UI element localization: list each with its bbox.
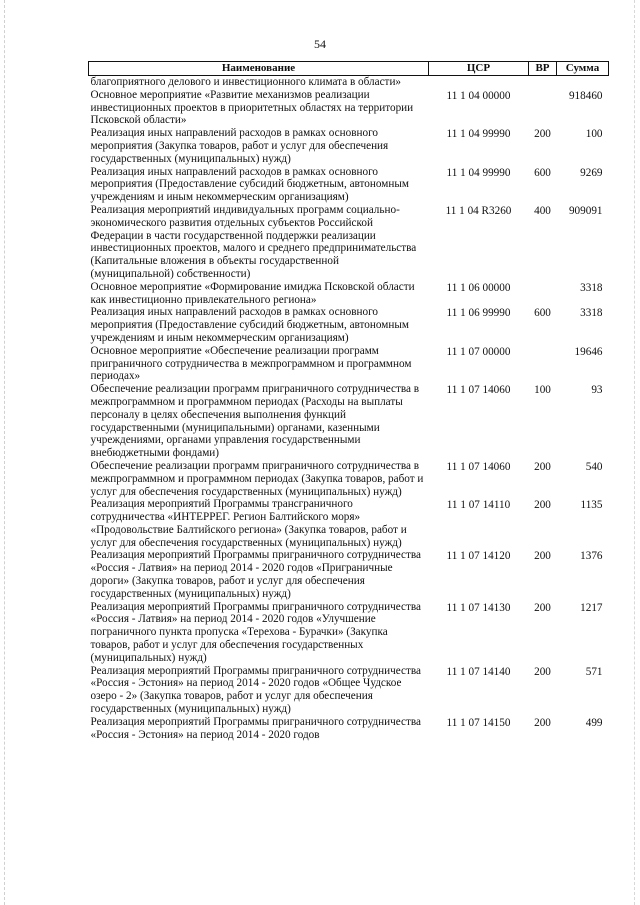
- budget-table: [88, 61, 609, 741]
- row-vr-cell: 200: [534, 601, 551, 614]
- row-code-cell: 11 1 04 R3260: [445, 204, 512, 217]
- row-sum-cell: 499: [585, 716, 603, 729]
- row-sum-cell: 1135: [580, 499, 603, 512]
- row-sum-cell: 918460: [568, 89, 603, 102]
- header-vr: ВР: [529, 62, 557, 76]
- row-name-cell: Реализация мероприятий индивидуальных программ социально-экономического развития отдельных субъектов Российской Федерации в части государственной поддержки реализации инвестиционных проектов, малого и среднего предпринимательства (Капитальные вложения в объекты государственной (муниципальной) собственности): [90, 203, 417, 280]
- row-vr-cell: 600: [534, 166, 551, 179]
- table-row: [89, 127, 609, 165]
- row-name-cell: Основное мероприятие «Развитие механизмов реализации инвестиционных проектов в приоритетных областях на территории Псковской области»: [90, 88, 414, 127]
- row-vr-cell: 200: [534, 499, 551, 512]
- row-vr-cell: 400: [534, 204, 551, 217]
- row-code-cell: 11 1 04 99990: [446, 128, 511, 141]
- row-name-cell: благоприятного делового и инвестиционного климата в области»: [90, 76, 402, 88]
- table-row: [89, 716, 609, 742]
- row-sum-cell: 909091: [568, 204, 603, 217]
- header-code: ЦСР: [429, 62, 529, 76]
- row-vr-cell: [529, 76, 557, 89]
- row-vr-cell: [529, 89, 557, 127]
- row-sum-cell: 1376: [580, 550, 603, 563]
- row-vr-cell: 600: [534, 307, 551, 320]
- row-name-cell: Реализация иных направлений расходов в рамках основного мероприятия (Предоставление субсидий бюджетным, автономным учреждениям и иным некоммерческим организациям): [90, 165, 409, 204]
- table-row: [89, 383, 609, 460]
- row-sum-cell: [557, 76, 609, 89]
- row-name-cell: Реализация мероприятий Программы приграничного сотрудничества «Россия - Латвия» на период 2014 - 2020 годов «Приграничные дороги» (Закупка товаров, работ и услуг для обеспечения государственных (муниципальных) нужд): [90, 549, 421, 600]
- row-vr-cell: [529, 281, 557, 307]
- row-name-cell: Основное мероприятие «Обеспечение реализации программ приграничного сотрудничества в межпрограммном и программном периодах»: [90, 344, 412, 383]
- row-code-cell: 11 1 07 14120: [446, 550, 511, 563]
- row-code-cell: 11 1 07 14130: [446, 601, 511, 614]
- row-sum-cell: 100: [585, 128, 603, 141]
- table-row: [89, 345, 609, 383]
- row-name-cell: Реализация иных направлений расходов в рамках основного мероприятия (Предоставление субсидий бюджетным, автономным учреждениям и иным некоммерческим организациям): [90, 306, 409, 344]
- table-row: [89, 204, 609, 281]
- row-vr-cell: 200: [534, 550, 551, 563]
- table-body: [89, 76, 609, 742]
- row-vr-cell: 200: [534, 665, 551, 678]
- row-name-cell: Реализация мероприятий Программы приграничного сотрудничества «Россия - Эстония» на период 2014 - 2020 годов: [90, 715, 421, 741]
- table-header-row: [89, 62, 609, 76]
- row-code-cell: 11 1 06 00000: [446, 281, 511, 294]
- row-code-cell: 11 1 07 14060: [446, 384, 511, 397]
- row-code-cell: 11 1 07 14110: [446, 499, 511, 512]
- table-row: [89, 549, 609, 600]
- row-vr-cell: 200: [534, 716, 551, 729]
- table-row: [89, 281, 609, 307]
- row-vr-cell: [529, 345, 557, 383]
- row-code-cell: 11 1 07 14140: [446, 665, 511, 678]
- row-vr-cell: 200: [534, 460, 551, 473]
- row-sum-cell: 1217: [580, 601, 603, 614]
- row-sum-cell: 3318: [580, 281, 603, 294]
- row-name-cell: Реализация иных направлений расходов в рамках основного мероприятия (Закупка товаров, работ и услуг для обеспечения государственных (муниципальных) нужд): [90, 127, 389, 165]
- row-name-cell: Обеспечение реализации программ приграничного сотрудничества в межпрограммном и программном периодах (Закупка товаров, работ и услуг для обеспечения государственных (муниципальных) нужд): [90, 459, 424, 498]
- row-name-cell: Реализация мероприятий Программы приграничного сотрудничества «Россия - Эстония» на период 2014 - 2020 годов «Общее Чудское озеро - 2» (Закупка товаров, работ и услуг для обеспечения государственных (муниципальных) нужд): [90, 664, 421, 716]
- row-name-cell: Реализация мероприятий Программы приграничного сотрудничества «Россия - Латвия» на период 2014 - 2020 годов «Улучшение пограничного пункта пропуска «Терехова - Бурачки» (Закупка товаров, работ и услуг для обеспечения государственных (муниципальных) нужд): [90, 600, 421, 664]
- header-sum: Сумма: [557, 62, 609, 76]
- row-code-cell: 11 1 07 14060: [446, 460, 511, 473]
- table-row: [89, 89, 609, 127]
- row-code-cell: [429, 76, 529, 89]
- table-row: [89, 460, 609, 498]
- row-sum-cell: 540: [585, 460, 603, 473]
- table-row: [89, 498, 609, 549]
- row-code-cell: 11 1 04 00000: [446, 89, 511, 102]
- row-sum-cell: 19646: [574, 345, 603, 358]
- row-sum-cell: 3318: [580, 307, 603, 320]
- table-row: [89, 306, 609, 344]
- row-name-cell: Основное мероприятие «Формирование имиджа Псковской области как инвестиционно привлекательного региона»: [90, 280, 415, 306]
- row-sum-cell: 571: [585, 665, 603, 678]
- row-name-cell: Реализация мероприятий Программы трансграничного сотрудничества «ИНТЕРРЕГ. Регион Балтийского моря» «Продовольствие Балтийского региона» (Закупка товаров, работ и услуг для обеспечения государственных (муниципальных) нужд): [90, 498, 407, 549]
- scan-edge-right: [634, 0, 636, 905]
- table-row: [89, 601, 609, 665]
- table-row: [89, 166, 609, 204]
- header-name: Наименование: [89, 62, 429, 76]
- table-row: [89, 665, 609, 716]
- row-code-cell: 11 1 07 00000: [446, 345, 511, 358]
- row-vr-cell: 200: [534, 128, 551, 141]
- table-row: [89, 76, 609, 89]
- scan-edge-left: [4, 0, 6, 905]
- row-vr-cell: 100: [534, 384, 551, 397]
- row-sum-cell: 9269: [580, 166, 603, 179]
- row-name-cell: Обеспечение реализации программ приграничного сотрудничества в межпрограммном и программном периодах (Расходы на выплаты персоналу в целях обеспечения выполнения функций государственными (муниципальными) органами, казенными учреждениями, органами управления государственными внебюджетными фондами): [90, 383, 420, 460]
- row-sum-cell: 93: [591, 384, 603, 397]
- row-code-cell: 11 1 07 14150: [446, 716, 511, 729]
- row-code-cell: 11 1 04 99990: [446, 166, 511, 179]
- row-code-cell: 11 1 06 99990: [446, 307, 511, 320]
- page-number: 54: [314, 37, 326, 51]
